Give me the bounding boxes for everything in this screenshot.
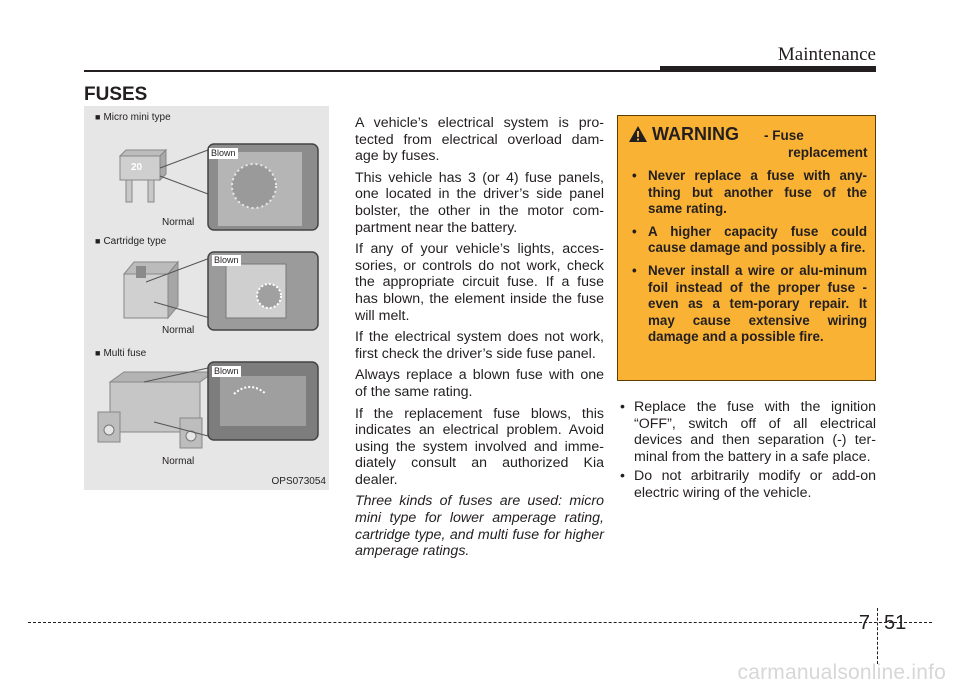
- paragraph: If any of your vehicle’s lights, acces-sories, or controls do not work, check the appropriate circuit fuse. If a fuse has blown, the element inside the fuse will melt.: [355, 241, 604, 324]
- paragraph: Always replace a blown fuse with one of the same rating.: [355, 367, 604, 400]
- warning-list: [628, 168, 867, 346]
- normal-label-cartridge: Normal: [162, 325, 195, 336]
- warning-box: [617, 115, 876, 381]
- paragraph: If the electrical system does not work, first check the driver’s side fuse panel.: [355, 329, 604, 362]
- warning-item: • Never install a wire or alu-minum foil instead of the proper fuse - even as a tem-porary repair. It may cause extensive wiring damage and a possible fire.: [628, 263, 867, 346]
- italic-note: Three kinds of fuses are used: micro mini type for lower amperage rating, cartridge type, and multi fuse for higher amperage ratings.: [355, 493, 604, 560]
- micro-mini-normal: [120, 150, 208, 202]
- warning-header: [628, 124, 867, 166]
- paragraph: This vehicle has 3 (or 4) fuse panels, one located in the driver’s side panel bolster, the other in the motor com-partment near the battery.: [355, 169, 604, 236]
- body-text: [355, 115, 604, 565]
- warning-subtitle-cont: replacement: [788, 145, 868, 160]
- caption-multi-fuse: ■ Multi fuse: [95, 348, 147, 359]
- warning-item: • Never replace a fuse with any-thing but another fuse of the same rating.: [628, 168, 867, 218]
- blown-label-micro: Blown: [211, 148, 236, 158]
- blown-label-cartridge: Blown: [214, 255, 239, 265]
- instruction-item: • Do not arbitrarily modify or add-on electric wiring of the vehicle.: [617, 468, 876, 501]
- caption-micro-mini: ■ Micro mini type: [95, 112, 171, 123]
- header-rule-accent: [660, 66, 876, 71]
- fuse-types-figure: [84, 106, 329, 490]
- fuse-illustrations: [84, 106, 329, 490]
- normal-label-multi: Normal: [162, 456, 195, 467]
- warning-item: • A higher capacity fuse could cause damage and possibly a fire.: [628, 224, 867, 257]
- warning-icon: [628, 124, 648, 144]
- chapter-number: 7: [858, 612, 870, 634]
- watermark: carmanualsonline.info: [737, 661, 946, 684]
- multi-fuse-normal: [98, 368, 214, 448]
- warning-subtitle: - Fuse: [764, 128, 804, 143]
- caption-cartridge: ■ Cartridge type: [95, 236, 167, 247]
- warning-title: WARNING: [652, 124, 739, 144]
- footer-rule: [28, 622, 932, 623]
- section-title: Maintenance: [777, 44, 876, 65]
- paragraph: If the replacement fuse blows, this indicates an electrical problem. Avoid using the system involved and imme-diately consult an authorized Kia dealer.: [355, 405, 604, 488]
- blown-label-multi: Blown: [214, 366, 239, 376]
- normal-label-micro: Normal: [162, 217, 195, 228]
- page-heading: FUSES: [84, 84, 148, 105]
- footer-divider: [877, 608, 878, 664]
- instruction-list: [617, 399, 876, 505]
- cartridge-normal: [124, 258, 210, 318]
- photo-code: OPS073054: [271, 476, 326, 487]
- page-number: 51: [884, 612, 907, 634]
- svg-text:20: 20: [131, 162, 143, 173]
- paragraph: A vehicle’s electrical system is pro-tected from electrical overload dam-age by fuses.: [355, 115, 604, 165]
- instruction-item: • Replace the fuse with the ignition “OFF”, switch off of all electrical devices and then separation (-) ter-minal from the battery in a safe place.: [617, 399, 876, 465]
